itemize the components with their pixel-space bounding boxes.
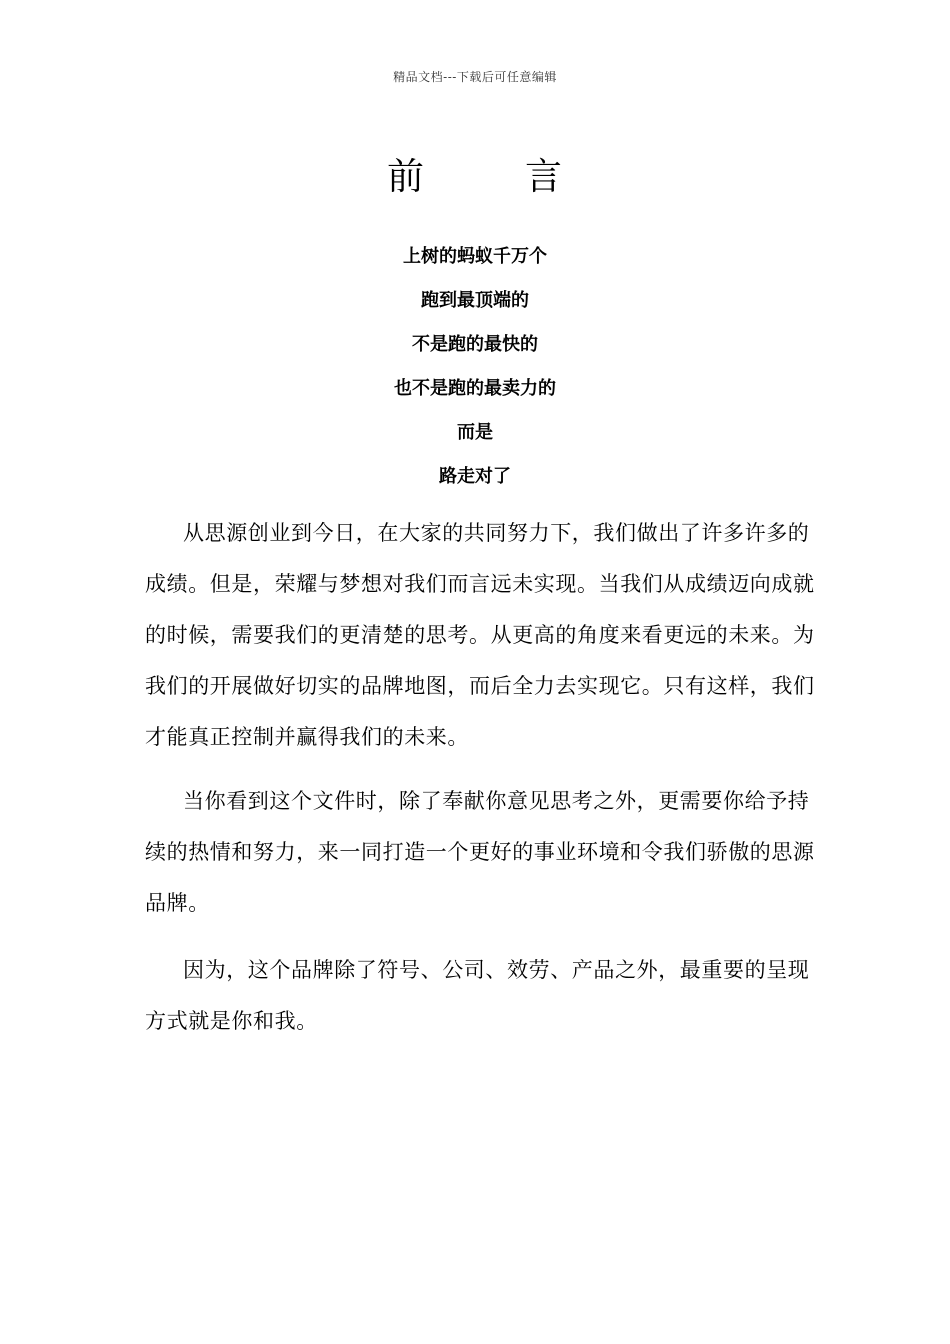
title-char-1: 前 [387,155,424,198]
poem-line: 上树的蚂蚁千万个 [403,246,547,267]
poem-line: 跑到最顶端的 [421,290,529,311]
paragraph-2: 当你看到这个文件时，除了奉献你意见思考之外，更需要你给予持续的热情和努力，来一同打造一个更好的事业环境和令我们骄傲的思源品牌。 [145,789,815,915]
poem-line: 不是跑的最快的 [412,334,538,355]
poem-line: 路走对了 [439,466,511,487]
poem-line: 也不是跑的最卖力的 [394,378,556,399]
poem-block [0,241,950,505]
title-char-2: 言 [525,155,562,198]
paragraph-1: 从思源创业到今日，在大家的共同努力下，我们做出了许多许多的成绩。但是，荣耀与梦想对我们而言远未实现。当我们从成绩迈向成就的时候，需要我们的更清楚的思考。从更高的角度来看更远的未来。为我们的开展做好切实的品牌地图，而后全力去实现它。只有这样，我们才能真正控制并赢得我们的未来。 [145,521,815,749]
page-header-note: 精品文档---下载后可任意编辑 [393,70,557,84]
poem-line: 而是 [457,422,493,443]
paragraph-3: 因为，这个品牌除了符号、公司、效劳、产品之外，最重要的呈现方式就是你和我。 [145,958,810,1033]
page-title [0,152,950,202]
